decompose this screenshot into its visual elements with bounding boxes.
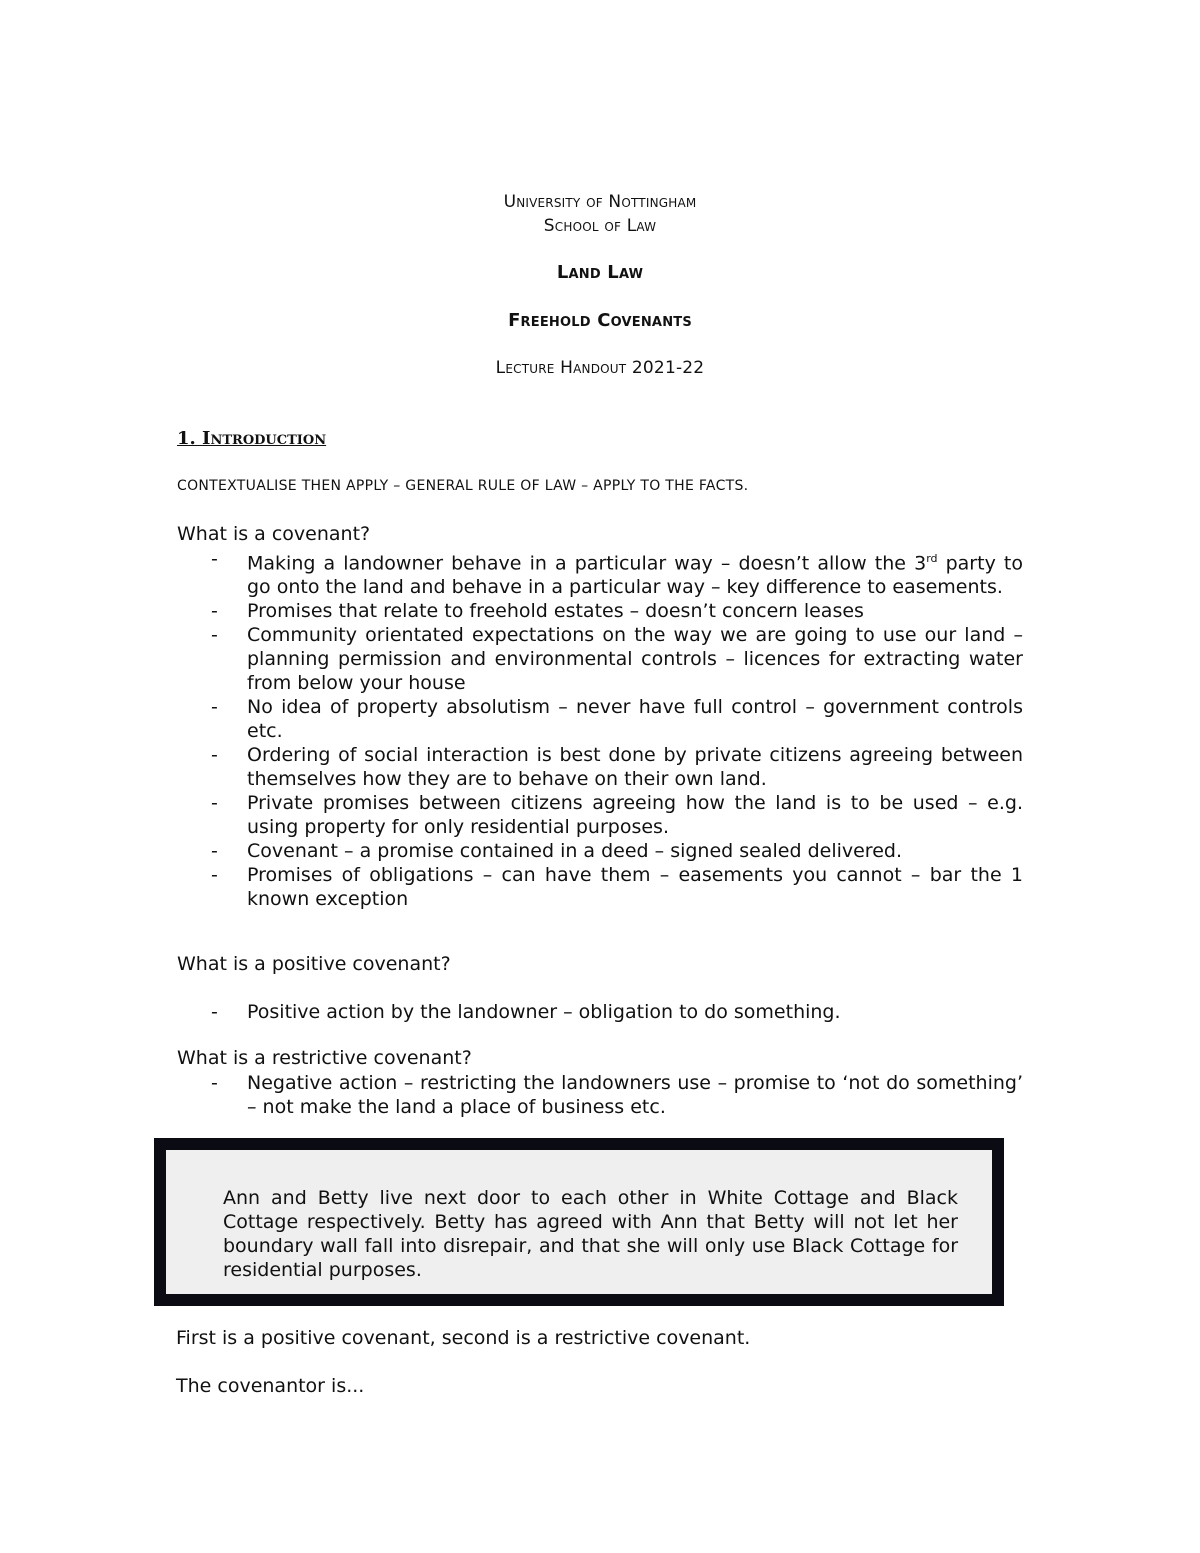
- covenantor-line: The covenantor is...: [176, 1375, 365, 1397]
- list-item: - Making a landowner behave in a particular way – doesn’t allow the 3rd party to go onto the land and behave in a particular way – key difference to easements.: [211, 548, 1023, 599]
- university-title: University of Nottingham: [503, 192, 697, 212]
- list-item: - Private promises between citizens agreeing how the land is to be used – e.g. using property for only residential purposes.: [211, 792, 1023, 839]
- list-bullet: -: [211, 696, 218, 719]
- list-bullet: -: [211, 864, 218, 887]
- restrictive-list: [177, 1071, 1023, 1119]
- section-heading: 1. Introduction: [177, 428, 327, 449]
- conclusion-line: First is a positive covenant, second is a restrictive covenant.: [176, 1327, 751, 1349]
- course-title: Land Law: [556, 262, 644, 283]
- list-bullet: -: [211, 792, 218, 815]
- list-bullet: -: [211, 600, 218, 623]
- positive-list: [177, 1000, 1023, 1024]
- list-bullet: -: [211, 744, 218, 767]
- list-item: - No idea of property absolutism – never have full control – government controls etc.: [211, 696, 1023, 743]
- covenant-list: [177, 547, 1023, 911]
- list-item: - Covenant – a promise contained in a deed – signed sealed delivered.: [211, 840, 902, 863]
- scenario-box: [154, 1138, 1004, 1306]
- list-item: - Negative action – restricting the landowners use – promise to ‘not do something’ – not make the land a place of business etc.: [211, 1072, 1023, 1118]
- list-item: - Positive action by the landowner – obligation to do something.: [211, 1001, 841, 1023]
- topic-title: Freehold Covenants: [508, 310, 692, 331]
- covenant-question: What is a covenant?: [177, 523, 371, 545]
- list-item: - Community orientated expectations on the way we are going to use our land – planning permission and environmental controls – licences for extracting water from below your house: [211, 624, 1023, 695]
- list-bullet: -: [211, 840, 218, 863]
- list-item: - Promises of obligations – can have them – easements you cannot – bar the 1 known exception: [211, 864, 1023, 911]
- section-subheading: CONTEXTUALISE THEN APPLY – GENERAL RULE OF LAW – APPLY TO THE FACTS.: [177, 478, 749, 494]
- list-item: - Ordering of social interaction is best done by private citizens agreeing between themselves how they are to behave on their own land.: [211, 744, 1023, 791]
- handout-title: Lecture Handout 2021-22: [495, 358, 705, 378]
- list-bullet: -: [211, 548, 218, 570]
- scenario-text: Ann and Betty live next door to each other in White Cottage and Black Cottage respectively. Betty has agreed with Ann that Betty will not let her boundary wall fall into disrepair, and that she will only use Black Cottage for residential purposes.: [223, 1187, 958, 1281]
- positive-question: What is a positive covenant?: [177, 953, 451, 975]
- list-bullet: -: [211, 1001, 218, 1023]
- school-title: School of Law: [543, 216, 657, 236]
- list-bullet: -: [211, 624, 218, 647]
- list-bullet: -: [211, 1072, 218, 1094]
- list-item: - Promises that relate to freehold estates – doesn’t concern leases: [211, 600, 864, 623]
- scenario-box-inner: [166, 1150, 992, 1294]
- restrictive-question: What is a restrictive covenant?: [177, 1047, 472, 1069]
